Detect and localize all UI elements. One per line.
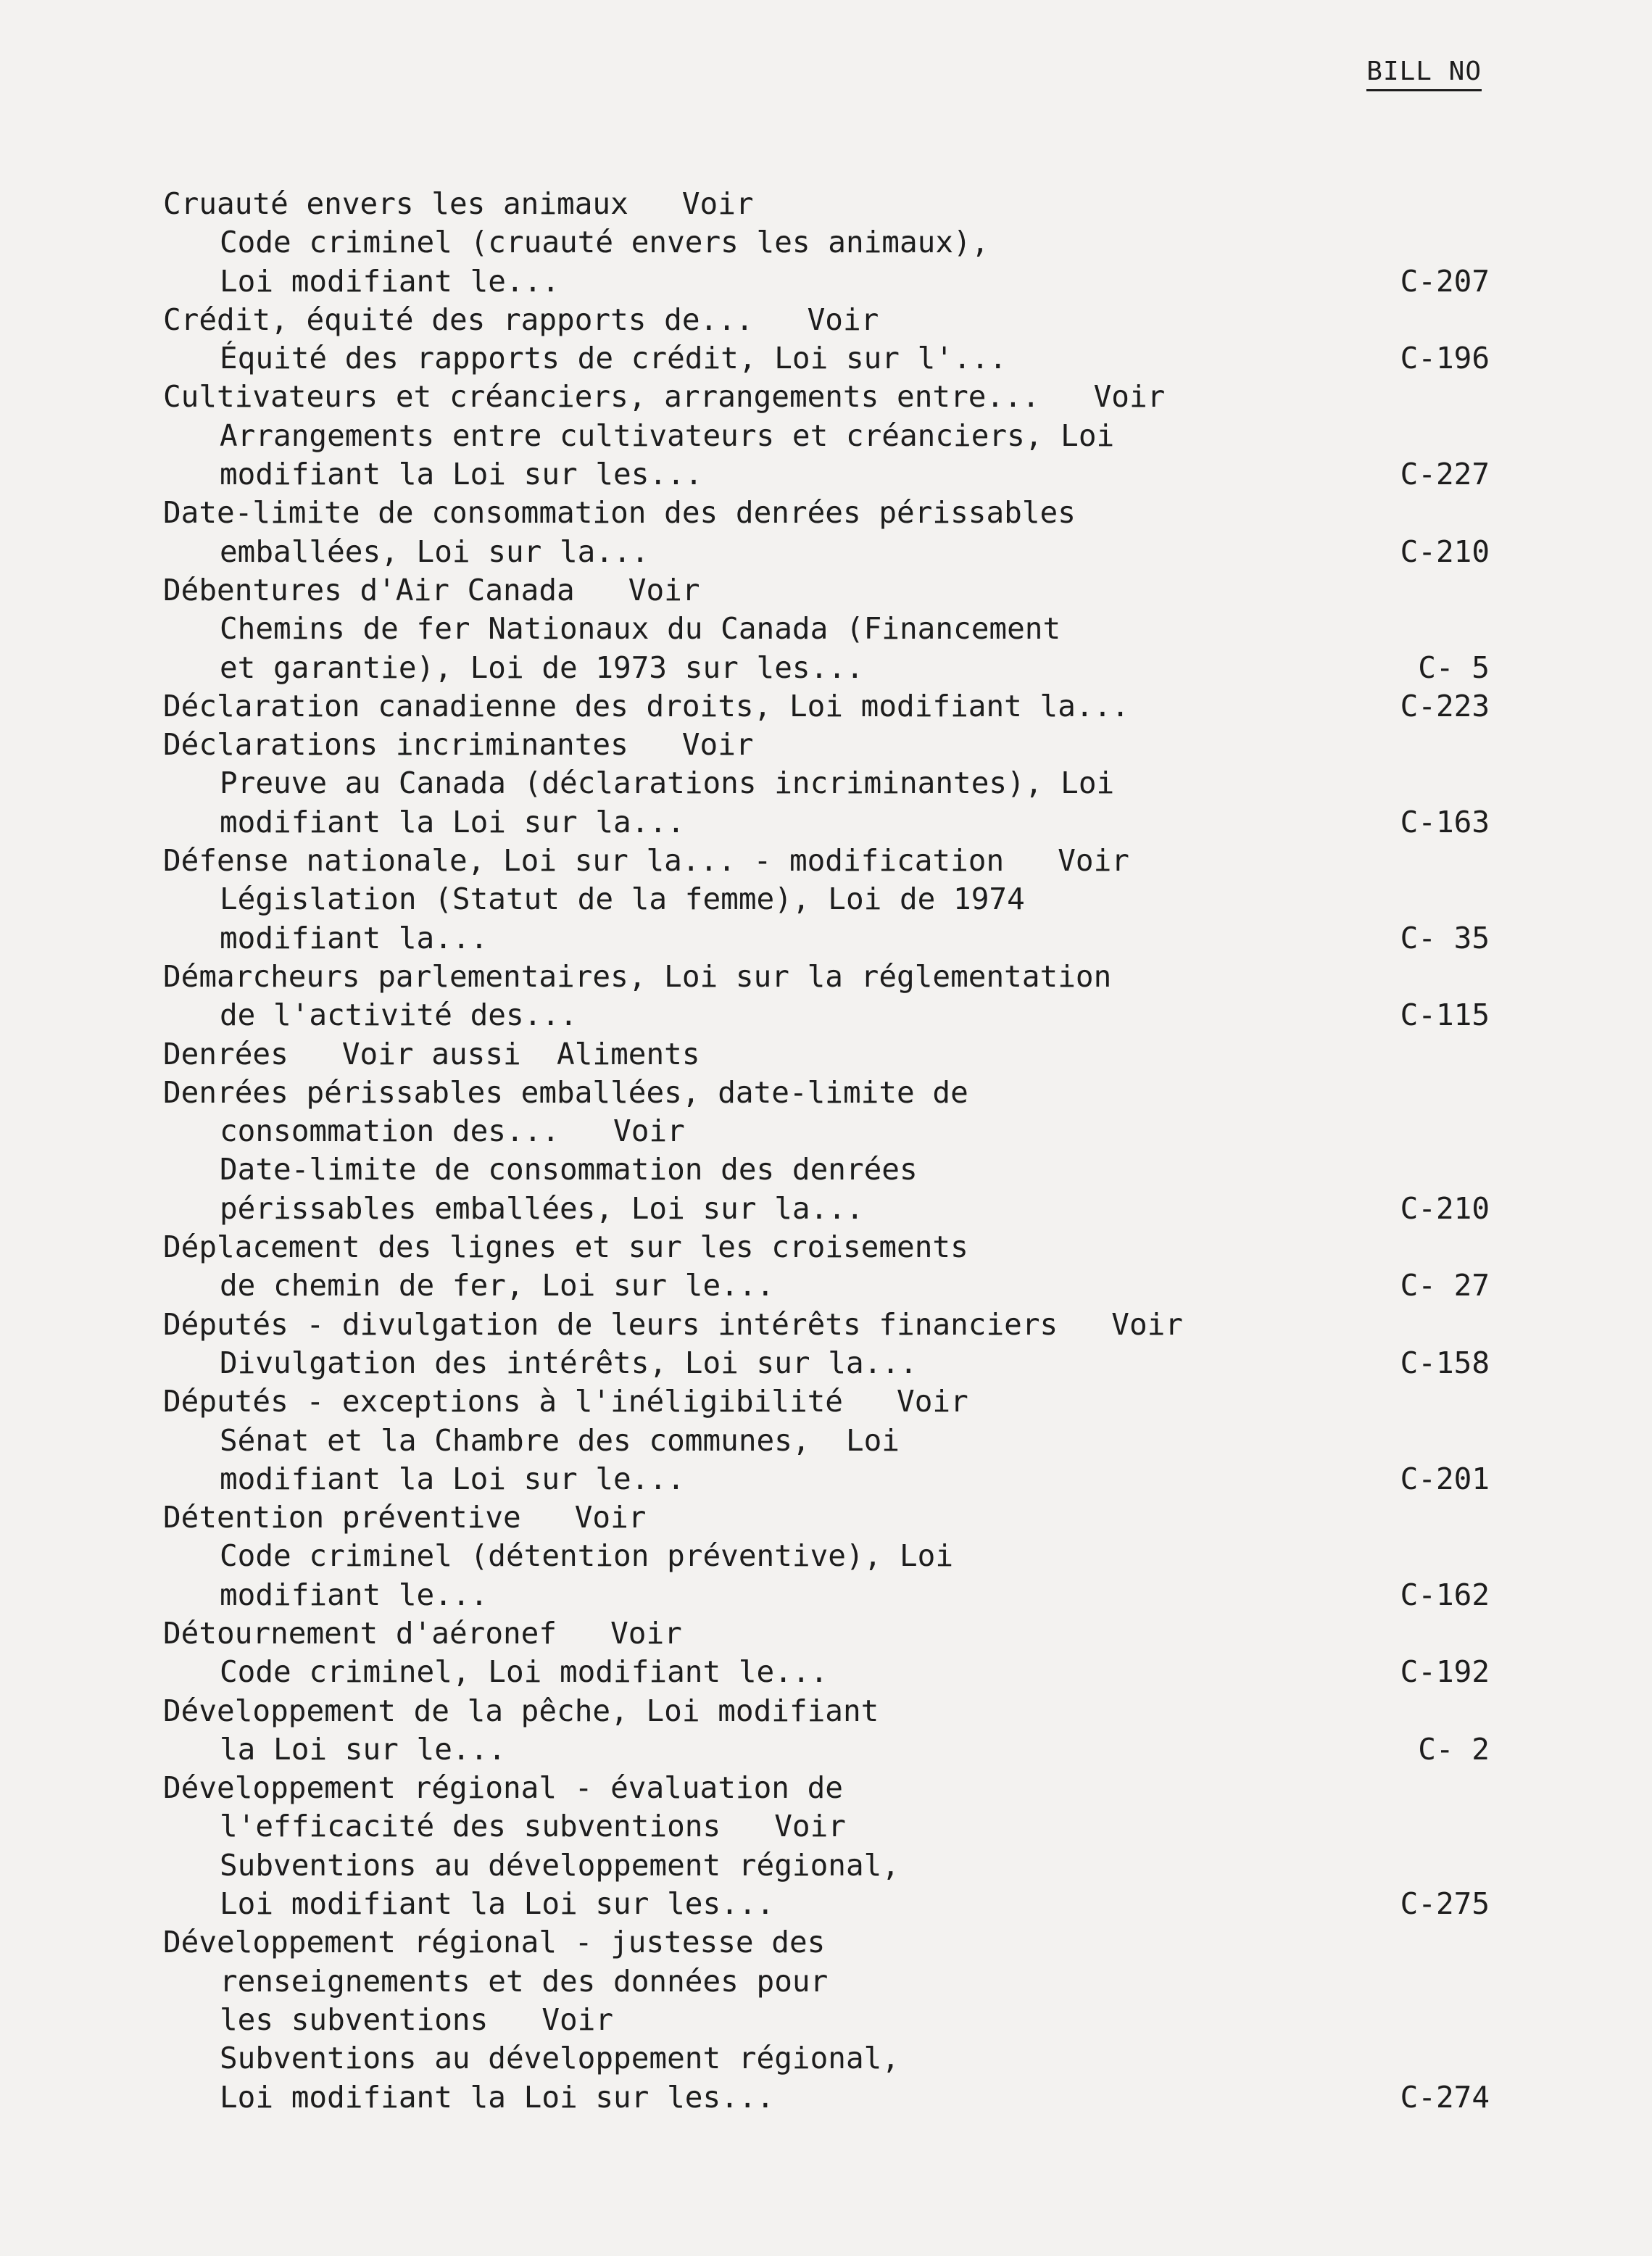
bill-number: C-201	[1400, 1461, 1490, 1496]
bill-number: C- 27	[1400, 1268, 1490, 1303]
entry-reference-line: modifiant le...	[220, 1577, 489, 1612]
index-entry	[163, 1035, 1490, 1074]
entry-heading: Cultivateurs et créanciers, arrangements entre... Voir	[163, 379, 1166, 415]
entry-reference-line: Équité des rapports de crédit, Loi sur l'...	[220, 341, 1008, 376]
entry-heading: Date-limite de consommation des denrées périssables	[163, 495, 1076, 531]
entry-reference-line: modifiant la...	[220, 920, 489, 955]
entry-reference-line: périssables emballées, Loi sur la...	[220, 1190, 864, 1226]
entry-reference-line: Arrangements entre cultivateurs et créanciers, Loi	[220, 418, 1115, 453]
bill-number: C-196	[1400, 341, 1490, 376]
entry-reference-line: Loi modifiant la Loi sur les...	[220, 2079, 775, 2115]
entry-reference-line: renseignements et des données pour	[220, 1963, 829, 1999]
bill-number-header-label: BILL NO	[1366, 57, 1482, 91]
index-entry	[163, 958, 1490, 1035]
entry-reference-line: la Loi sur le...	[220, 1731, 506, 1767]
entry-reference-line: modifiant la Loi sur les...	[220, 457, 703, 492]
index-entry	[163, 571, 1490, 687]
entry-reference-line: Date-limite de consommation des denrées	[220, 1152, 918, 1187]
entry-reference-line: emballées, Loi sur la...	[220, 534, 649, 569]
entry-heading: Déclaration canadienne des droits, Loi modifiant la...	[163, 688, 1129, 723]
bill-number: C-210	[1400, 534, 1490, 569]
entry-reference-line: Loi modifiant la Loi sur les...	[220, 1886, 775, 1922]
index-entry	[163, 1923, 1490, 2116]
entry-reference-line: de chemin de fer, Loi sur le...	[220, 1268, 775, 1303]
bill-number: C-207	[1400, 263, 1490, 299]
entry-heading: Démarcheurs parlementaires, Loi sur la réglementation	[163, 958, 1112, 994]
entry-reference-line: Code criminel (détention préventive), Loi	[220, 1538, 954, 1574]
bill-number: C-192	[1400, 1654, 1490, 1690]
entry-reference-line: les subventions Voir	[220, 2002, 614, 2037]
index-entry	[163, 185, 1490, 301]
bill-number: C-223	[1400, 688, 1490, 723]
bill-number: C-115	[1400, 998, 1490, 1033]
entry-heading: Défense nationale, Loi sur la... - modification Voir	[163, 843, 1129, 879]
entry-heading: Débentures d'Air Canada Voir	[163, 572, 700, 607]
index-entry	[163, 1228, 1490, 1306]
index-entry	[163, 1692, 1490, 1770]
bill-number: C-227	[1400, 457, 1490, 492]
bill-number: C-158	[1400, 1345, 1490, 1380]
entry-heading: Détournement d'aéronef Voir	[163, 1615, 682, 1651]
bill-number-header	[1366, 57, 1482, 91]
entry-reference-line: l'efficacité des subventions Voir	[220, 1809, 846, 1844]
entry-heading: Denrées périssables emballées, date-limite de	[163, 1074, 968, 1110]
bill-number: C- 35	[1400, 920, 1490, 955]
index-entry	[163, 687, 1490, 726]
entry-reference-line: Preuve au Canada (déclarations incriminantes), Loi	[220, 766, 1115, 801]
entry-reference-line: de l'activité des...	[220, 998, 578, 1033]
entry-reference-line: Législation (Statut de la femme), Loi de 1974	[220, 882, 1025, 917]
bill-number: C-163	[1400, 804, 1490, 839]
index-entry	[163, 378, 1490, 494]
entry-heading: Développement régional - justesse des	[163, 1925, 826, 1960]
index-entry	[163, 1614, 1490, 1692]
entry-reference-line: modifiant la Loi sur le...	[220, 1461, 685, 1496]
entry-heading: Crédit, équité des rapports de... Voir	[163, 302, 879, 337]
entry-heading: Déclarations incriminantes Voir	[163, 727, 754, 763]
index-entry	[163, 1306, 1490, 1383]
index-entry	[163, 1074, 1490, 1228]
bill-number: C- 5	[1418, 650, 1490, 685]
index-entry	[163, 301, 1490, 378]
entry-heading: Développement régional - évaluation de	[163, 1770, 843, 1806]
index-entry	[163, 1498, 1490, 1614]
entry-reference-line: Subventions au développement régional,	[220, 1847, 900, 1883]
entry-reference-line: Sénat et la Chambre des communes, Loi	[220, 1422, 900, 1458]
entry-reference-line: consommation des... Voir	[220, 1114, 685, 1149]
entry-reference-line: Divulgation des intérêts, Loi sur la...	[220, 1345, 918, 1380]
entry-reference-line: Code criminel, Loi modifiant le...	[220, 1654, 829, 1690]
bill-number: C-162	[1400, 1577, 1490, 1612]
bill-number: C-275	[1400, 1886, 1490, 1922]
entry-reference-line: Code criminel (cruauté envers les animaux),	[220, 225, 989, 260]
bill-number: C- 2	[1418, 1731, 1490, 1767]
entry-reference-line: Loi modifiant le...	[220, 263, 560, 299]
bill-number: C-274	[1400, 2079, 1490, 2115]
entry-reference-line: modifiant la Loi sur la...	[220, 804, 685, 839]
entry-heading: Denrées Voir aussi Aliments	[163, 1036, 700, 1071]
index-entry	[163, 842, 1490, 958]
entry-heading: Détention préventive Voir	[163, 1500, 647, 1535]
bill-number: C-210	[1400, 1190, 1490, 1226]
entry-heading: Députés - exceptions à l'inéligibilité Voir	[163, 1384, 968, 1419]
index-entry	[163, 1769, 1490, 1923]
entry-reference-line: et garantie), Loi de 1973 sur les...	[220, 650, 864, 685]
entry-heading: Déplacement des lignes et sur les croisements	[163, 1229, 968, 1265]
entry-reference-line: Subventions au développement régional,	[220, 2041, 900, 2076]
entry-heading: Cruauté envers les animaux Voir	[163, 186, 754, 221]
index-entry	[163, 1382, 1490, 1498]
index-entry	[163, 726, 1490, 842]
index-entry	[163, 494, 1490, 571]
entry-reference-line: Chemins de fer Nationaux du Canada (Financement	[220, 611, 1061, 647]
entry-heading: Députés - divulgation de leurs intérêts financiers Voir	[163, 1306, 1183, 1342]
index-entries	[163, 185, 1490, 2117]
entry-heading: Développement de la pêche, Loi modifiant	[163, 1693, 879, 1728]
